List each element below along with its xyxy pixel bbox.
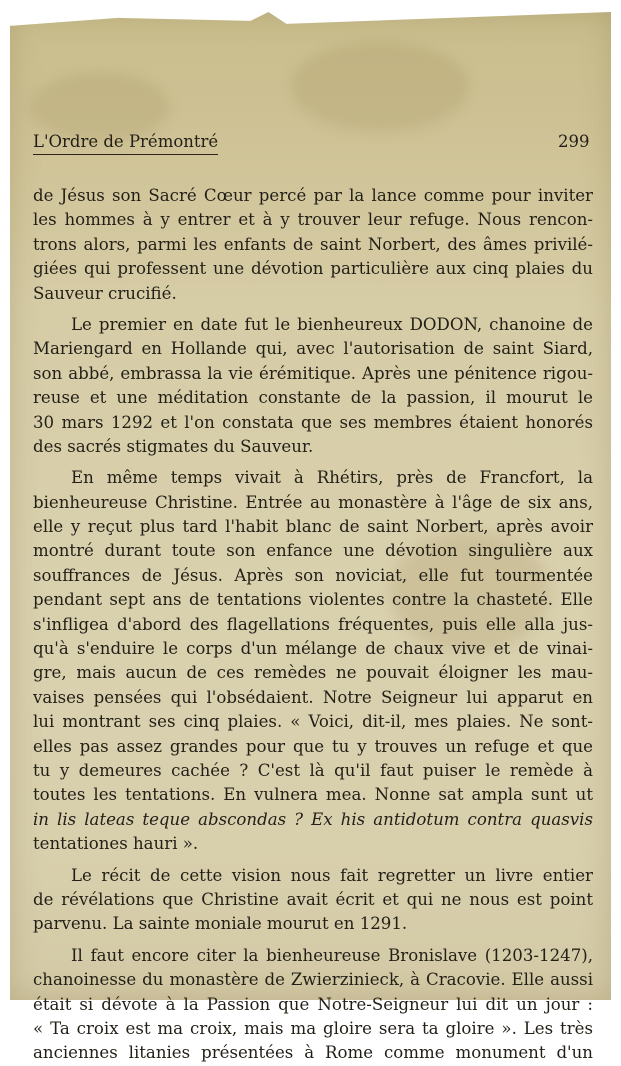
text-line: était si dévote à la Passion que Notre-Seigneur lui dit un jour : — [33, 994, 593, 1014]
text-line: giées qui professent une dévotion particulière aux cinq plaies du — [33, 259, 593, 279]
text-line: montré durant toute son enfance une dévotion singulière aux — [33, 541, 593, 561]
paper-stain — [290, 42, 470, 132]
text-line: tu y demeures cachée ? C'est là qu'il faut puiser le remède à — [33, 760, 593, 780]
text-line: pendant sept ans de tentations violentes contre la chasteté. Elle — [33, 590, 593, 610]
text-line: qu'à s'enduire le corps d'un mélange de chaux vive et de vinai- — [33, 639, 593, 659]
text-line: chanoinesse du monastère de Zwierzinieck, à Cracovie. Elle aussi — [33, 970, 593, 990]
text-line: les hommes à y entrer et à y trouver leur refuge. Nous rencon- — [33, 210, 593, 230]
text-line: vaises pensées qui l'obsédaient. Notre Seigneur lui apparut en — [33, 687, 593, 707]
text-line: Mariengard en Hollande qui, avec l'autorisation de saint Siard, — [33, 339, 593, 359]
text-line: Le premier en date fut le bienheureux DODON, chanoine de — [71, 314, 593, 334]
body-text — [33, 184, 593, 1066]
text-line: trons alors, parmi les enfants de saint Norbert, des âmes privilé- — [33, 234, 593, 254]
text-line: « Ta croix est ma croix, mais ma gloire sera ta gloire ». Les très — [33, 1018, 593, 1038]
text-line: s'infligea d'abord des flagellations fréquentes, puis elle alla jus- — [33, 614, 593, 634]
text-line: Sauveur crucifié. — [33, 283, 177, 303]
text-line: Le récit de cette vision nous fait regretter un livre entier — [71, 865, 593, 885]
text-line: elle y reçut plus tard l'habit blanc de saint Norbert, après avoir — [33, 517, 593, 537]
text-line: des sacrés stigmates du Sauveur. — [33, 436, 314, 456]
text-line: Il faut encore citer la bienheureuse Bronislave (1203-1247), — [71, 945, 593, 965]
text-line: anciennes litanies présentées à Rome comme monument d'un — [33, 1043, 593, 1063]
text-line: elles pas assez grandes pour que tu y trouves un refuge et que — [33, 736, 593, 756]
text-line: souffrances de Jésus. Après son noviciat, elle fut tourmentée — [33, 565, 593, 585]
text-line: de révélations que Christine avait écrit et qui ne nous est point — [33, 889, 593, 909]
text-line: lui montrant ses cinq plaies. « Voici, dit-il, mes plaies. Ne sont- — [33, 712, 593, 732]
text-line: son abbé, embrassa la vie érémitique. Après une pénitence rigou- — [33, 363, 593, 383]
text-line: parvenu. La sainte moniale mourut en 1291. — [33, 914, 408, 934]
text-line: En même temps vivait à Rhétirs, près de Francfort, la — [71, 468, 593, 488]
text-line: reuse et une méditation constante de la passion, il mourut le — [33, 388, 593, 408]
text-line: toutes les tentations. En vulnera mea. Nonne sat ampla sunt ut — [33, 785, 593, 805]
text-line: tentationes hauri ». — [33, 834, 199, 854]
page-number: 299 — [558, 132, 590, 151]
text-line: in lis lateas teque abscondas ? Ex his antidotum contra quasvis — [33, 809, 593, 829]
text-line: 30 mars 1292 et l'on constata que ses membres étaient honorés — [33, 412, 593, 432]
text-line: bienheureuse Christine. Entrée au monastère à l'âge de six ans, — [33, 492, 593, 512]
running-title: L'Ordre de Prémontré — [33, 132, 218, 155]
text-line: de Jésus son Sacré Cœur percé par la lance comme pour inviter — [33, 186, 593, 205]
text-line: gre, mais aucun de ces remèdes ne pouvait éloigner les mau- — [33, 663, 593, 683]
